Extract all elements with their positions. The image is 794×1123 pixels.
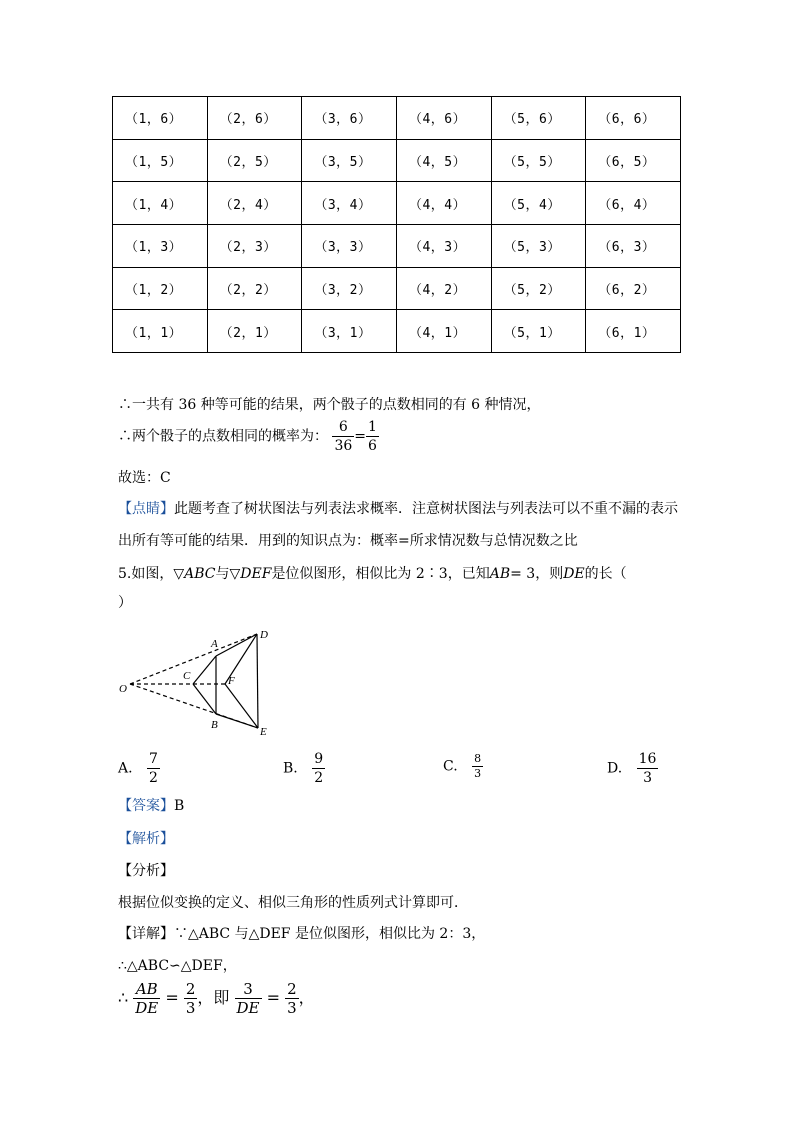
table-cell: （6，4）: [586, 182, 681, 225]
table-row: [113, 97, 681, 140]
table-cell: （1，4）: [113, 182, 208, 225]
table-cell: （3，5）: [302, 139, 397, 182]
option-d: D. $\frac{16}{3}$: [607, 751, 657, 786]
table-cell: （2，5）: [207, 139, 302, 182]
option-b: B. $\frac{9}{2}$: [283, 751, 324, 786]
table-row: [113, 310, 681, 353]
table-cell: （6，6）: [586, 97, 681, 140]
table-cell: （1，3）: [113, 224, 208, 267]
table-row: [113, 182, 681, 225]
ray-OD: [130, 634, 257, 684]
table-cell: （3，3）: [302, 224, 397, 267]
table-cell: （3，2）: [302, 267, 397, 310]
table-cell: （3，6）: [302, 97, 397, 140]
fenxi-tag: 【分析】: [118, 863, 174, 879]
detail-line: 【详解】∵△ABC 与△DEF 是位似图形，相似比为 2：3，: [118, 926, 486, 942]
label-O: O: [119, 683, 127, 695]
table-cell: （1，6）: [113, 97, 208, 140]
table-cell: （1，5）: [113, 139, 208, 182]
outcome-table: [112, 96, 681, 353]
answer-choice: 故选：C: [118, 470, 171, 486]
detail-tag: 【详解】: [118, 926, 174, 942]
table-row: [113, 224, 681, 267]
table-cell: （4，3）: [396, 224, 491, 267]
segment-DE: [257, 634, 258, 728]
table-cell: （2，1）: [207, 310, 302, 353]
table-cell: （2，3）: [207, 224, 302, 267]
label-B: B: [211, 719, 218, 731]
option-a: A. $\frac{7}{2}$: [118, 751, 158, 786]
table-cell: （2，4）: [207, 182, 302, 225]
table-cell: （5，2）: [491, 267, 586, 310]
table-cell: （4，1）: [396, 310, 491, 353]
answer-line: 【答案】B: [118, 798, 185, 814]
table-cell: （4，4）: [396, 182, 491, 225]
table-cell: （5，4）: [491, 182, 586, 225]
table-row: [113, 139, 681, 182]
similar-line: ∴△ABC∽△DEF，: [118, 958, 237, 974]
fenxi-text: 根据位似变换的定义、相似三角形的性质列式计算即可．: [118, 895, 468, 911]
table-cell: （2，2）: [207, 267, 302, 310]
label-D: D: [260, 629, 268, 641]
label-C: C: [183, 670, 191, 682]
segment-BE: [216, 714, 258, 728]
table-cell: （5，5）: [491, 139, 586, 182]
table-cell: （5，1）: [491, 310, 586, 353]
table-cell: （5，3）: [491, 224, 586, 267]
table-cell: （1，2）: [113, 267, 208, 310]
table-cell: （1，1）: [113, 310, 208, 353]
table-cell: （6，5）: [586, 139, 681, 182]
table-cell: （4，2）: [396, 267, 491, 310]
table-cell: （5，6）: [491, 97, 586, 140]
question-5: 5.如图，▽ABC与▽DEF是位似图形，相似比为 2∶3，已知AB= 3，则DE的长（: [118, 566, 627, 582]
question-5-close: ）: [118, 595, 132, 611]
line-probability: ∴两个骰子的点数相同的概率为： $\frac{6}{36}$ = $\frac{1}{6}$: [118, 419, 377, 454]
probability-prefix: ∴两个骰子的点数相同的概率为：: [118, 428, 328, 445]
fraction-1-6: $\frac{1}{6}$: [368, 419, 377, 454]
homothety-figure: [115, 622, 285, 742]
segment-AC: [193, 656, 216, 684]
label-E: E: [260, 726, 267, 738]
table-cell: （6，2）: [586, 267, 681, 310]
table-cell: （6，3）: [586, 224, 681, 267]
answer-tag: 【答案】: [118, 798, 174, 814]
table-row: [113, 267, 681, 310]
fraction-6-36: $\frac{6}{36}$: [334, 419, 353, 454]
option-c: C. $\frac{8}{3}$: [443, 752, 482, 780]
table-cell: （4，6）: [396, 97, 491, 140]
segment-FE: [225, 684, 258, 728]
final-equation: ∴ $\frac{AB}{DE}$ = $\frac{2}{3}$ ，即 $\frac{3}{DE}$ = $\frac{2}{3}$ ，: [118, 980, 315, 1017]
table-cell: （3，1）: [302, 310, 397, 353]
label-F: F: [228, 675, 235, 687]
segment-AD: [216, 634, 257, 656]
comment-tag: 【点睛】: [118, 501, 174, 517]
comment-line-2: 出所有等可能的结果．用到的知识点为：概率=所求情况数与总情况数之比: [118, 533, 578, 549]
analysis-tag: 【解析】: [118, 831, 174, 847]
table-cell: （3，4）: [302, 182, 397, 225]
label-A: A: [211, 638, 218, 650]
table-cell: （4，5）: [396, 139, 491, 182]
comment-line-1: 【点睛】此题考查了树状图法与列表法求概率．注意树状图法与列表法可以不重不漏的表示: [118, 501, 678, 517]
line-total-outcomes: ∴一共有 36 种等可能的结果，两个骰子的点数相同的有 6 种情况，: [118, 397, 541, 413]
table-cell: （2，6）: [207, 97, 302, 140]
table-cell: （6，1）: [586, 310, 681, 353]
